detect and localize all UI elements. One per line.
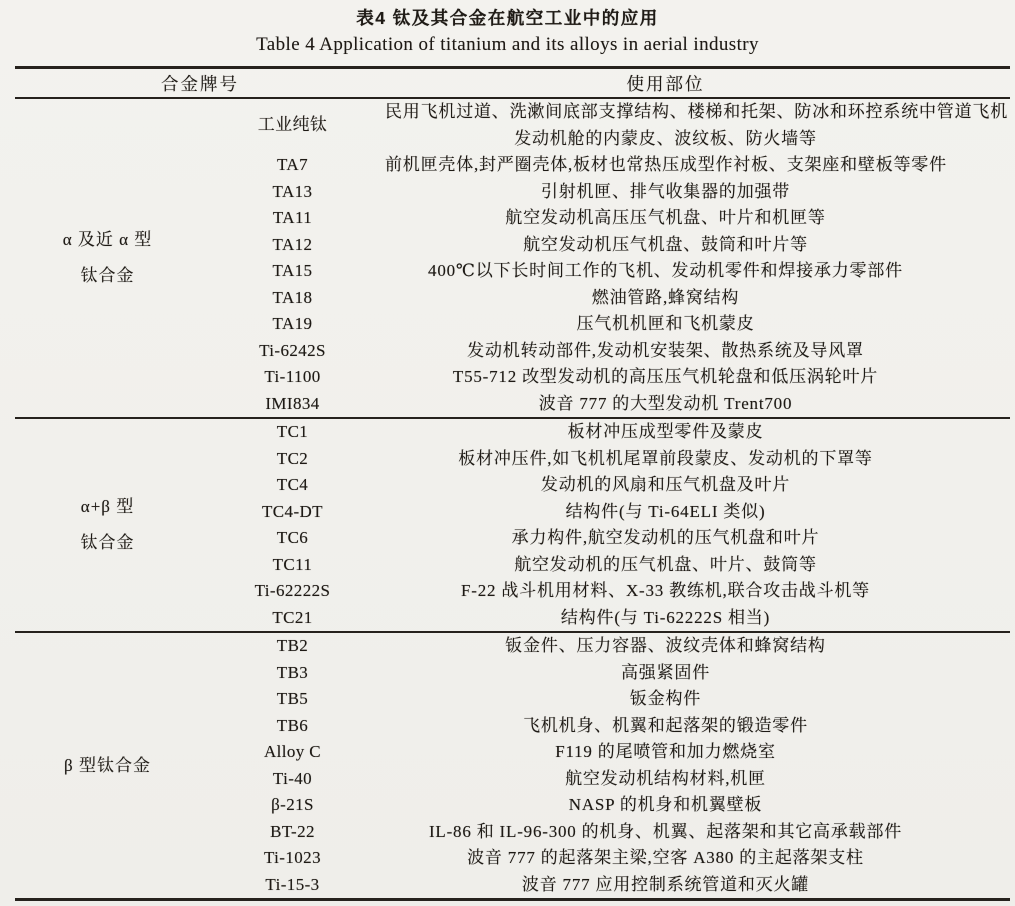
alloy-grade-cell: IMI834: [265, 393, 320, 413]
usage-cell: [385, 205, 1010, 232]
usage-cell: [385, 152, 1010, 179]
alloy-grade-cell: TB5: [276, 689, 309, 708]
alloy-grade-cell: Ti-62222S: [254, 581, 331, 600]
alloy-group-section-1: [15, 98, 1010, 418]
alloy-group-section-2: [15, 418, 1010, 632]
alloy-grade-cell: TA11: [272, 208, 313, 227]
usage-text-line: NASP 的机身和机翼壁板: [568, 795, 763, 814]
usage-cell: [385, 578, 1010, 605]
usage-cell: [385, 552, 1010, 579]
alloy-grade-cell: TA13: [272, 181, 313, 201]
usage-cell: [385, 819, 1010, 846]
alloy-grade-cell: TA18: [272, 287, 313, 307]
usage-cell: [385, 605, 1010, 633]
usage-cell: [385, 845, 1010, 872]
alloy-group-section-3: [15, 632, 1010, 900]
alloy-grade-cell: TA19: [272, 314, 313, 333]
usage-text-line: 发动机舱的内蒙皮、波纹板、防火墙等: [514, 128, 817, 148]
usage-text-line: 结构件(与 Ti-62222S 相当): [560, 607, 771, 627]
alloy-grade-cell: TC4: [276, 475, 309, 494]
usage-cell: [385, 285, 1010, 312]
usage-text-line: 板材冲压件,如飞机机尾罩前段蒙皮、发动机的下罩等: [458, 448, 873, 468]
usage-text-line: F119 的尾喷管和加力燃烧室: [555, 742, 776, 761]
usage-text-line: 板材冲压成型零件及蒙皮: [567, 422, 764, 441]
table-row: [15, 418, 1010, 446]
table-title-en: Table 4 Application of titanium and its alloys in aerial industry: [256, 34, 759, 55]
usage-cell: [385, 179, 1010, 206]
usage-cell: [385, 499, 1010, 526]
usage-cell: [385, 418, 1010, 446]
alloy-grade-cell: 工业纯钛: [257, 115, 328, 135]
usage-text-line: 航空发动机的压气机盘、叶片、鼓筒等: [514, 554, 817, 574]
usage-text-line: 引射机匣、排气收集器的加强带: [540, 181, 791, 201]
group-label-line: β 型钛合金: [64, 755, 151, 775]
usage-text-line: 飞机机身、机翼和起落架的锻造零件: [523, 715, 808, 735]
usage-text-line: 发动机转动部件,发动机安装架、散热系统及导风罩: [467, 340, 864, 360]
usage-text-line: 波音 777 应用控制系统管道和灭火罐: [521, 874, 810, 894]
usage-text-line: IL-86 和 IL-96-300 的机身、机翼、起落架和其它高承载部件: [428, 821, 903, 841]
alloy-grade-cell: Ti-40: [272, 768, 313, 788]
table-header-row: [15, 68, 1010, 99]
usage-cell: [385, 766, 1010, 793]
group-label-line: 钛合金: [80, 266, 135, 285]
usage-cell: [385, 872, 1010, 900]
usage-cell: [385, 632, 1010, 660]
group-label-line: α+β 型: [80, 497, 135, 516]
usage-text-line: 波音 777 的起落架主梁,空客 A380 的主起落架支柱: [467, 848, 864, 867]
group-label-line: α 及近 α 型: [62, 230, 153, 249]
alloy-grade-cell: Alloy C: [263, 742, 322, 761]
usage-text-line: T55-712 改型发动机的高压压气机轮盘和低压涡轮叶片: [452, 367, 879, 386]
usage-text-line: 航空发动机高压压气机盘、叶片和机匣等: [505, 208, 826, 227]
usage-text-line: 前机匣壳体,封严圈壳体,板材也常热压成型作衬板、支架座和壁板等零件: [385, 155, 947, 174]
alloy-grade-cell: β-21S: [271, 795, 314, 814]
usage-text-line: 400℃以下长时间工作的飞机、发动机零件和焊接承力零部件: [428, 261, 903, 280]
group-label-line: 钛合金: [80, 533, 135, 552]
usage-cell: [385, 338, 1010, 365]
column-header-alloy-grade: 合金牌号: [15, 68, 385, 99]
usage-cell: [385, 391, 1010, 419]
usage-cell: [385, 364, 1010, 391]
alloy-application-table: [15, 66, 1010, 901]
usage-cell: [385, 792, 1010, 819]
group-label: [15, 98, 200, 418]
usage-text-line: 压气机机匣和飞机蒙皮: [576, 314, 755, 333]
usage-text-line: 钣金构件: [629, 689, 702, 708]
usage-cell: [385, 311, 1010, 338]
usage-cell: [385, 446, 1010, 473]
table-row: [15, 98, 1010, 152]
usage-text-line: 民用飞机过道、洗漱间底部支撑结构、楼梯和托架、防冰和环控系统中管道飞机: [385, 102, 1008, 121]
alloy-grade-cell: Ti-6242S: [259, 340, 326, 360]
usage-text-line: 燃油管路,蜂窝结构: [591, 287, 740, 307]
alloy-grade-cell: TB6: [276, 715, 309, 735]
usage-cell: [385, 739, 1010, 766]
alloy-grade-cell: BT-22: [270, 821, 315, 841]
alloy-grade-cell: TC21: [272, 607, 313, 627]
alloy-grade-cell: TB3: [276, 662, 309, 682]
table-row: [15, 632, 1010, 660]
alloy-grade-cell: TA7: [277, 155, 308, 174]
alloy-grade-cell: TC11: [272, 554, 313, 574]
group-label: [15, 632, 200, 900]
alloy-grade-cell: TB2: [276, 636, 309, 655]
usage-text-line: 航空发动机结构材料,机匣: [565, 768, 766, 788]
usage-cell: [385, 232, 1010, 259]
alloy-grade-cell: Ti-15-3: [265, 874, 320, 894]
usage-cell: [385, 98, 1010, 152]
group-label: [15, 418, 200, 632]
usage-text-line: 高强紧固件: [621, 662, 710, 682]
alloy-grade-cell: TA12: [272, 234, 313, 254]
alloy-grade-cell: TC2: [276, 448, 309, 468]
usage-text-line: 航空发动机压气机盘、鼓筒和叶片等: [523, 234, 808, 254]
alloy-grade-cell: TC1: [276, 422, 309, 441]
alloy-grade-cell: Ti-1100: [264, 367, 321, 386]
usage-cell: [385, 258, 1010, 285]
alloy-grade-cell: TC6: [276, 528, 309, 547]
usage-text-line: 波音 777 的大型发动机 Trent700: [538, 393, 793, 413]
usage-cell: [385, 686, 1010, 713]
usage-cell: [385, 472, 1010, 499]
usage-text-line: F-22 战斗机用材料、X-33 教练机,联合攻击战斗机等: [460, 581, 870, 600]
usage-text-line: 结构件(与 Ti-64ELI 类似): [565, 501, 766, 521]
alloy-grade-cell: TA15: [272, 261, 313, 280]
usage-text-line: 钣金件、压力容器、波纹壳体和蜂窝结构: [505, 636, 826, 655]
alloy-grade-cell: Ti-1023: [264, 848, 321, 867]
usage-text-line: 承力构件,航空发动机的压气机盘和叶片: [511, 528, 820, 547]
table-title-zh: 表4 钛及其合金在航空工业中的应用: [356, 8, 659, 28]
usage-text-line: 发动机的风扇和压气机盘及叶片: [540, 475, 791, 494]
usage-cell: [385, 660, 1010, 687]
column-header-usage: 使用部位: [385, 68, 1010, 99]
usage-cell: [385, 713, 1010, 740]
alloy-grade-cell: TC4-DT: [262, 501, 323, 521]
usage-cell: [385, 525, 1010, 552]
